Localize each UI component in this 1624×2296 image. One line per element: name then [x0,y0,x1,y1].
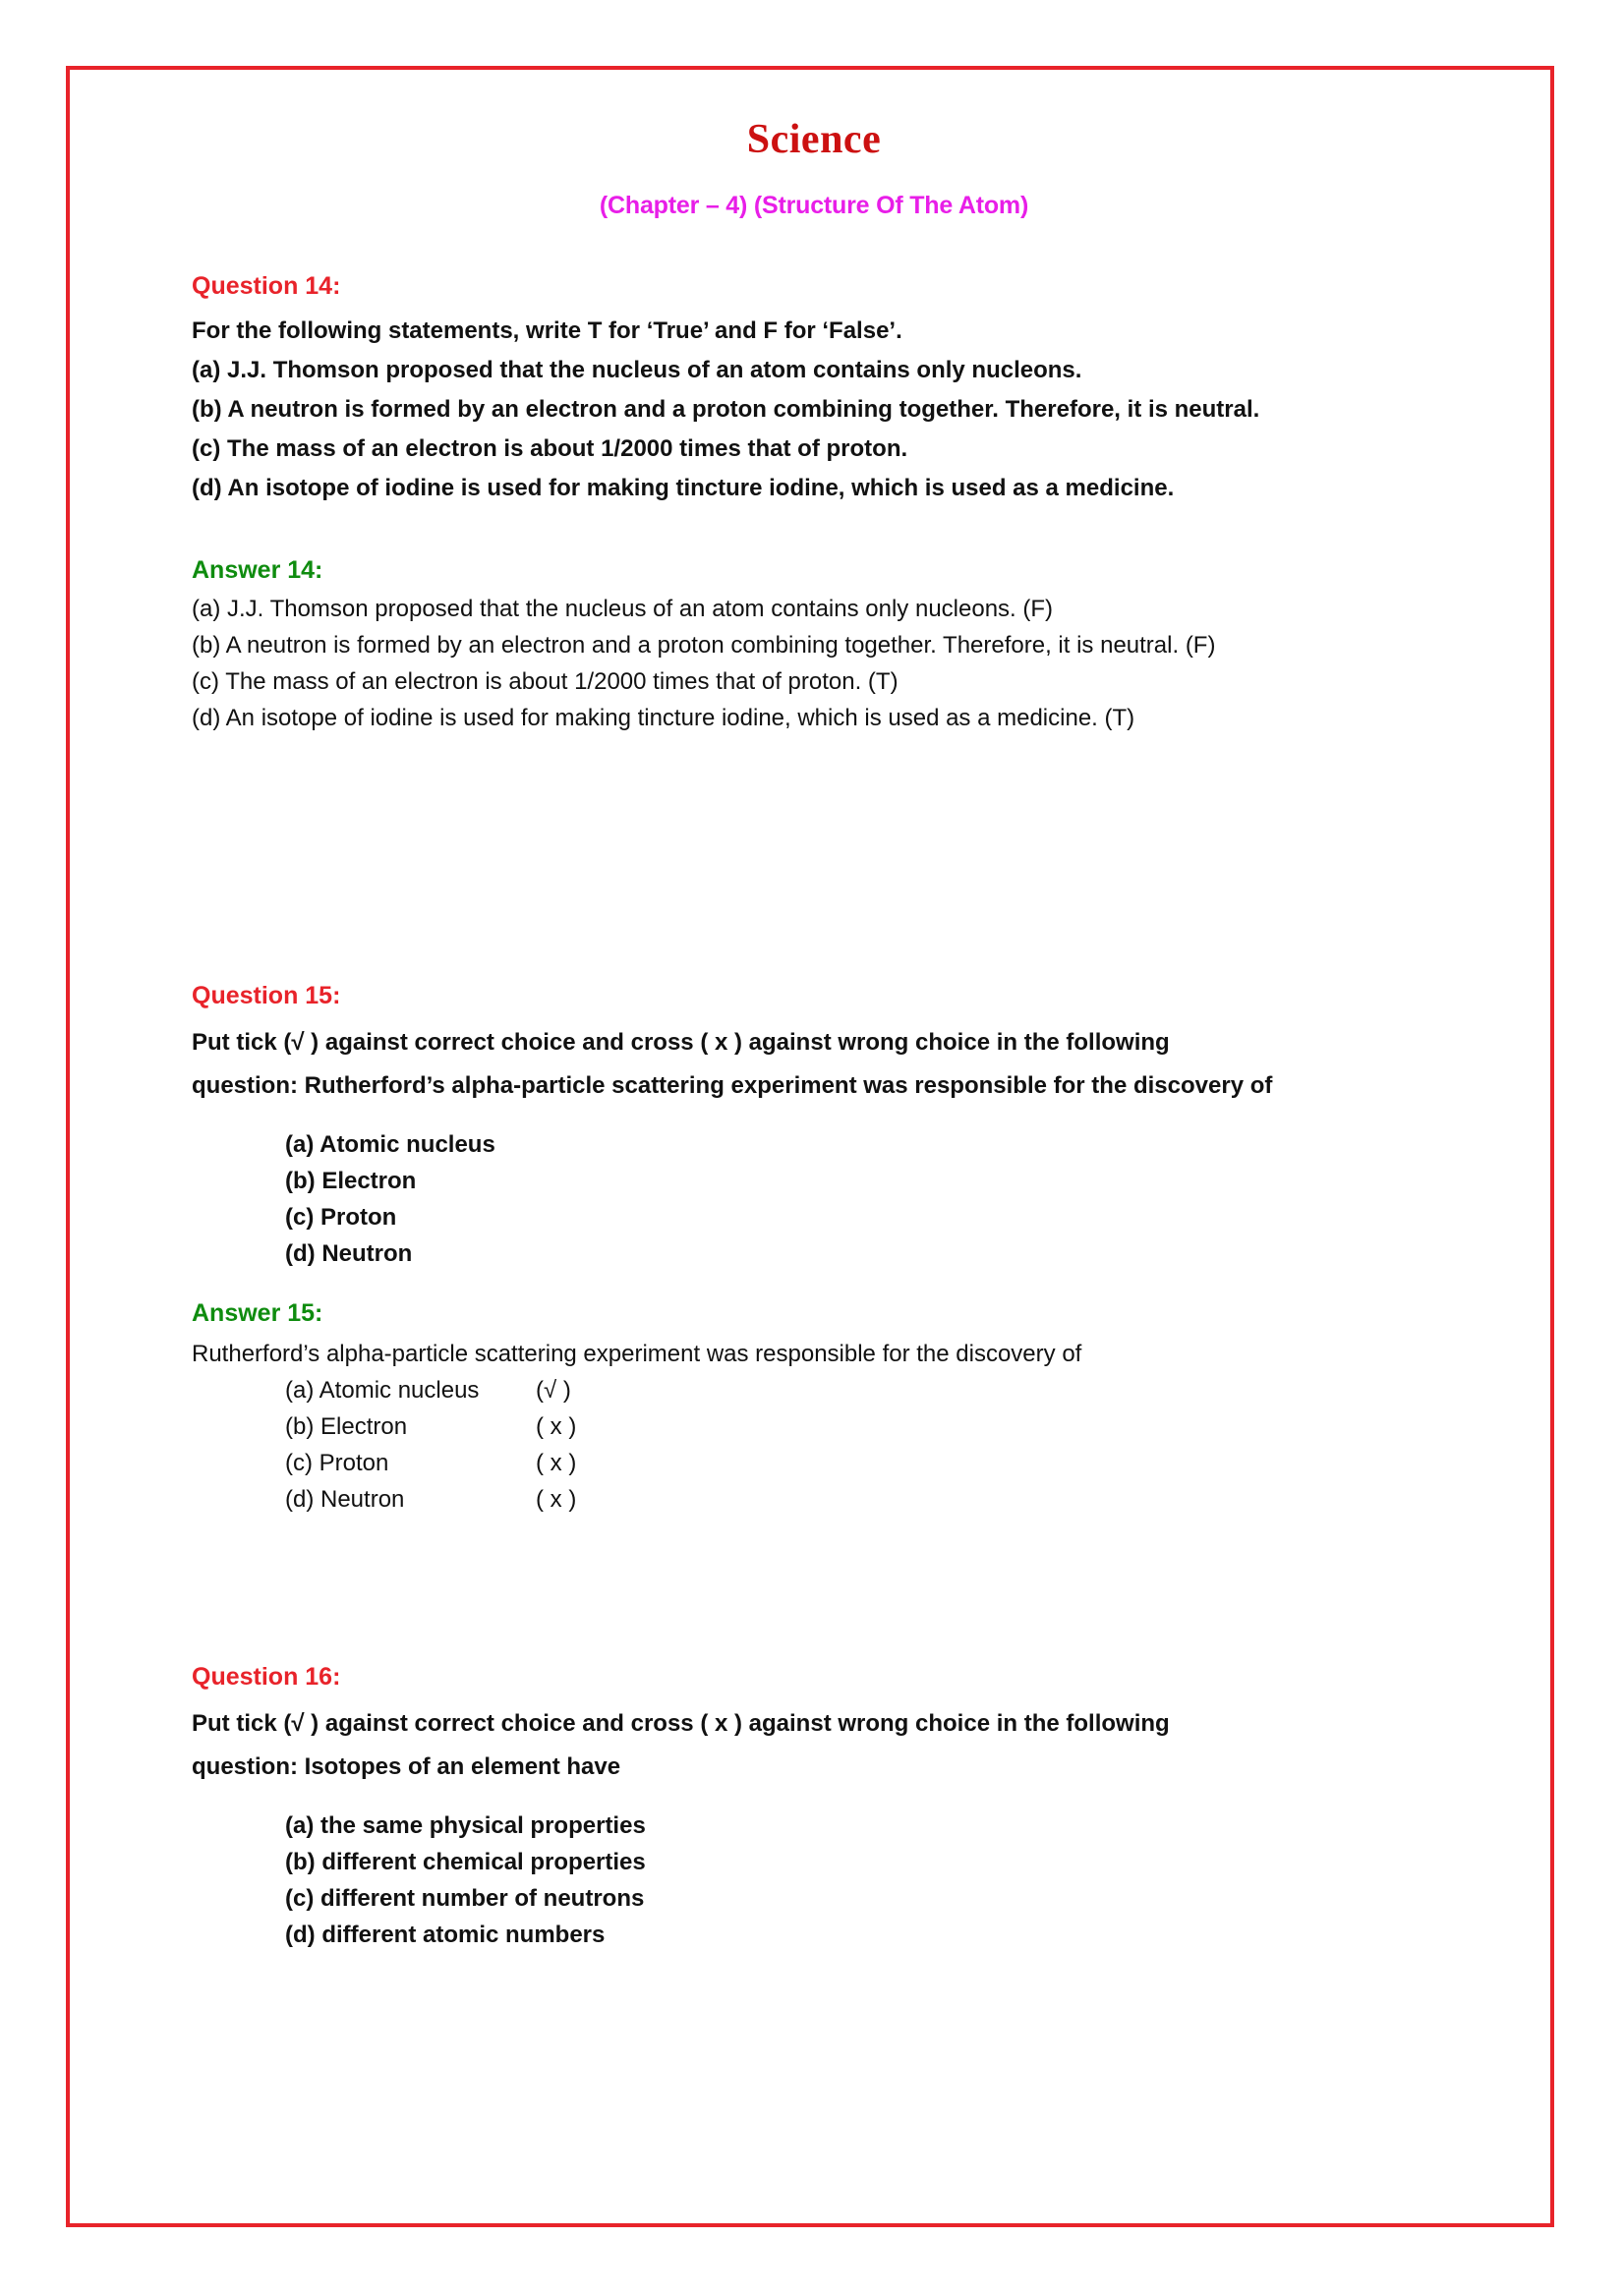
question-14-heading: Question 14: [192,272,341,300]
question-16-option-b[interactable]: (b) different chemical properties [285,1849,646,1875]
question-14-body [192,312,1432,508]
question-16-option-a[interactable]: (a) the same physical properties [285,1812,646,1839]
answer-14-line-0: (a) J.J. Thomson proposed that the nucleus of an atom contains only nucleons. (F) [192,596,1054,622]
question-15-para-line-2: question: Rutherford’s alpha-particle scattering experiment was responsible for the discovery of [192,1072,1273,1099]
question-16-option-c[interactable]: (c) different number of neutrons [285,1885,645,1912]
question-15-section [192,984,1432,1008]
question-14-section [192,274,1432,299]
question-15-heading: Question 15: [192,982,341,1009]
answer-14-heading: Answer 14: [192,556,323,584]
question-16-section [192,1665,1432,1690]
answer-15-option-d-mark: ( x ) [536,1486,577,1513]
question-14-line-4: (d) An isotope of iodine is used for making tincture iodine, which is used as a medicine. [192,475,1175,501]
answer-14-line-1: (b) A neutron is formed by an electron and a proton combining together. Therefore, it is neutral. (F) [192,632,1216,659]
document-header [70,117,1558,220]
answer-15-section [192,1301,1432,1326]
page-title: Science [746,117,882,162]
page-border [66,66,1554,2227]
answer-15-option-d [192,1481,1432,1518]
answer-15-option-c [192,1445,1432,1481]
answer-15-option-b-mark: ( x ) [536,1413,577,1440]
answer-15-options [192,1372,1432,1518]
answer-14-section [192,558,1432,583]
answer-15-option-a-mark: (√ ) [536,1377,571,1404]
answer-15-heading: Answer 15: [192,1299,323,1327]
answer-15-option-a [192,1372,1432,1408]
answer-14-body [192,591,1432,736]
answer-15-option-c-mark: ( x ) [536,1450,577,1476]
answer-15-option-d-label: (d) Neutron [285,1486,405,1513]
answer-15-option-b-label: (b) Electron [285,1413,408,1440]
answer-15-option-c-label: (c) Proton [285,1450,389,1476]
question-15-prompt [192,1021,1432,1108]
question-16-options [192,1808,1432,1953]
question-14-line-3: (c) The mass of an electron is about 1/2000 times that of proton. [192,435,908,462]
question-15-option-c[interactable]: (c) Proton [285,1204,397,1231]
question-16-para-line-1: Put tick (√ ) against correct choice and cross ( x ) against wrong choice in the following [192,1710,1170,1737]
question-16-heading: Question 16: [192,1663,341,1691]
answer-15-intro-line: Rutherford’s alpha-particle scattering experiment was responsible for the discovery of [192,1341,1082,1367]
answer-14-line-2: (c) The mass of an electron is about 1/2000 times that of proton. (T) [192,668,899,695]
question-16-option-d[interactable]: (d) different atomic numbers [285,1922,606,1948]
chapter-subtitle: (Chapter – 4) (Structure Of The Atom) [599,192,1029,220]
question-14-line-1: (a) J.J. Thomson proposed that the nucleus of an atom contains only nucleons. [192,357,1082,383]
answer-15-intro [192,1336,1432,1372]
answer-15-option-b [192,1408,1432,1445]
question-15-para-line-1: Put tick (√ ) against correct choice and cross ( x ) against wrong choice in the following [192,1029,1170,1056]
question-15-options [192,1126,1432,1272]
answer-14-line-3: (d) An isotope of iodine is used for making tincture iodine, which is used as a medicine. (T) [192,705,1135,731]
question-14-line-0: For the following statements, write T for ‘True’ and F for ‘False’. [192,317,902,344]
answer-15-option-a-label: (a) Atomic nucleus [285,1377,480,1404]
question-15-option-d[interactable]: (d) Neutron [285,1240,413,1267]
question-16-para-line-2: question: Isotopes of an element have [192,1753,621,1780]
question-14-line-2: (b) A neutron is formed by an electron and a proton combining together. Therefore, it is neutral. [192,396,1260,423]
question-16-prompt [192,1702,1432,1789]
question-15-option-b[interactable]: (b) Electron [285,1168,417,1194]
question-15-option-a[interactable]: (a) Atomic nucleus [285,1131,495,1158]
